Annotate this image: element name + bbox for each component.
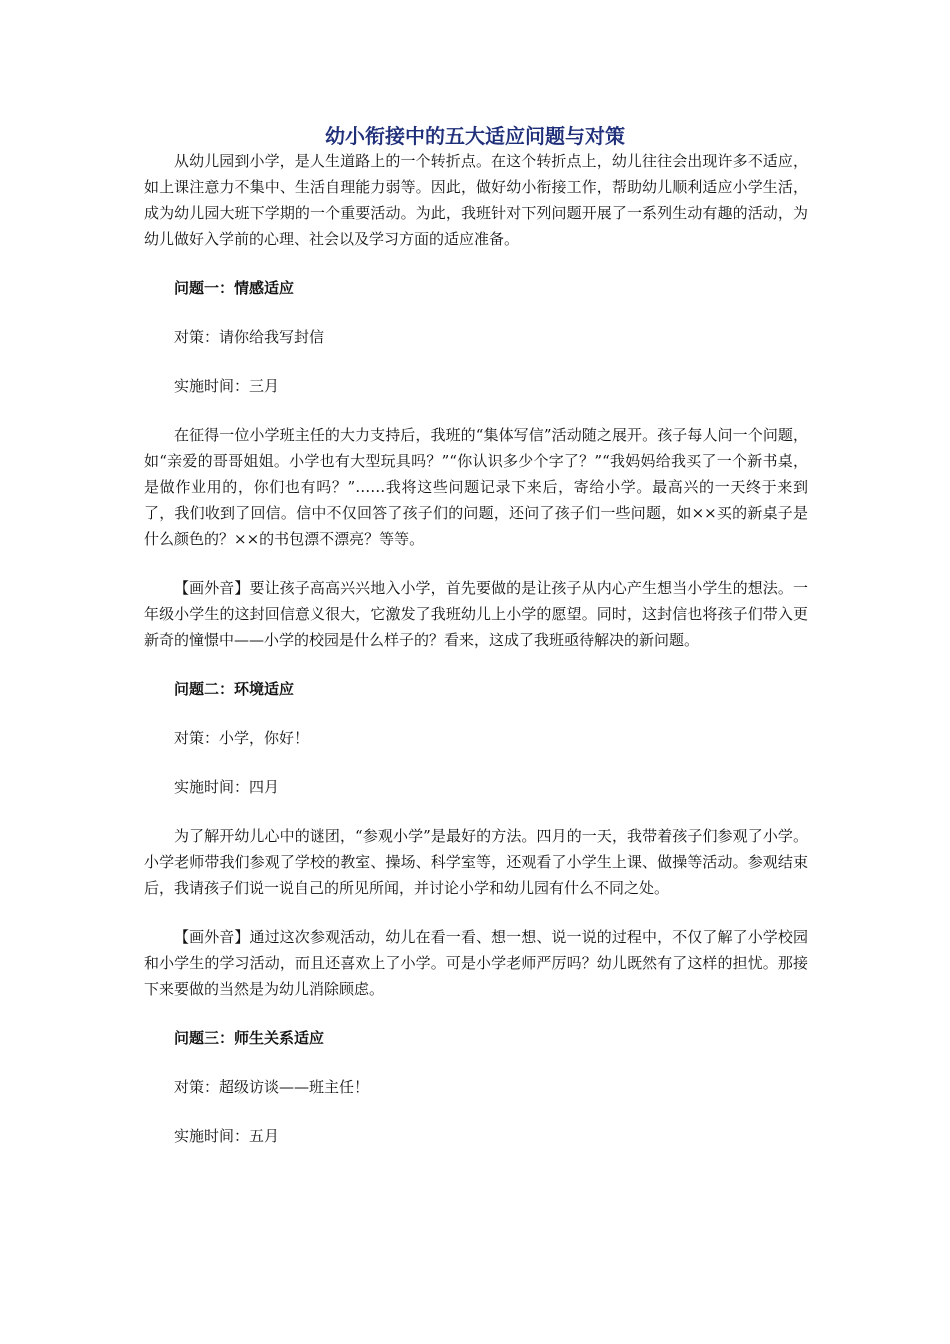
schedule-line-2: 实施时间：四月 xyxy=(174,778,280,796)
schedule-line-3: 实施时间：五月 xyxy=(174,1127,280,1145)
body-paragraph-1: 在征得一位小学班主任的大力支持后，我班的“集体写信”活动随之展开。孩子每人问一个问题，如“亲爱的哥哥姐姐。小学也有大型玩具吗？”“你认识多少个字了？”“我妈妈给我买了一个新书桌，是做作业用的，你们也有吗？”……我将这些问题记录下来后，寄给小学。最高兴的一天终于来到了，我们收到了回信。信中不仅回答了孩子们的问题，还问了孩子们一些问题，如××买的新桌子是什么颜色的？××的书包漂不漂亮？等等。 xyxy=(144,426,808,548)
intro-paragraph: 从幼儿园到小学，是人生道路上的一个转折点。在这个转折点上，幼儿往往会出现许多不适应，如上课注意力不集中、生活自理能力弱等。因此，做好幼小衔接工作，帮助幼儿顺利适应小学生活，成为幼儿园大班下学期的一个重要活动。为此，我班针对下列问题开展了一系列生动有趣的活动，为幼儿做好入学前的心理、社会以及学习方面的适应准备。 xyxy=(144,152,808,248)
document-body xyxy=(144,148,808,1149)
section-heading-1: 问题一：情感适应 xyxy=(174,279,295,297)
voiceover-paragraph-2: 【画外音】通过这次参观活动，幼儿在看一看、想一想、说一说的过程中，不仅了解了小学校园和小学生的学习活动，而且还喜欢上了小学。可是小学老师严厉吗？幼儿既然有了这样的担忧。那接下来要做的当然是为幼儿消除顾虑。 xyxy=(144,928,808,998)
section-heading-3: 问题三：师生关系适应 xyxy=(174,1029,325,1047)
voiceover-paragraph-1: 【画外音】要让孩子高高兴兴地入小学，首先要做的是让孩子从内心产生想当小学生的想法。一年级小学生的这封回信意义很大，它激发了我班幼儿上小学的愿望。同时，这封信也将孩子们带入更新奇的憧憬中——小学的校园是什么样子的？看来，这成了我班亟待解决的新问题。 xyxy=(144,579,808,649)
strategy-line-2: 对策：小学，你好！ xyxy=(174,729,310,747)
section-heading-2: 问题二：环境适应 xyxy=(174,680,295,698)
schedule-line-1: 实施时间：三月 xyxy=(174,377,280,395)
strategy-line-3: 对策：超级访谈——班主任！ xyxy=(174,1078,370,1096)
strategy-line-1: 对策：请你给我写封信 xyxy=(174,328,325,346)
document-title: 幼小衔接中的五大适应问题与对策 xyxy=(325,124,625,148)
body-paragraph-2: 为了解开幼儿心中的谜团，“参观小学”是最好的方法。四月的一天，我带着孩子们参观了小学。小学老师带我们参观了学校的教室、操场、科学室等，还观看了小学生上课、做操等活动。参观结束后，我请孩子们说一说自己的所见所闻，并讨论小学和幼儿园有什么不同之处。 xyxy=(144,827,808,897)
